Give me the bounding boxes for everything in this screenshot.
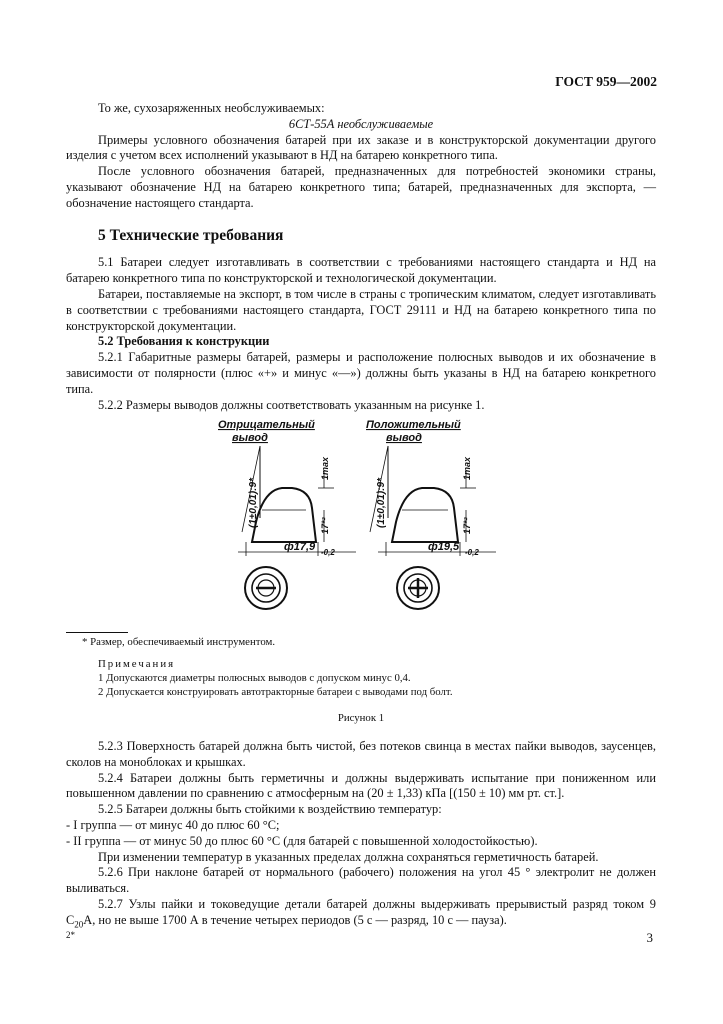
body-text-top xyxy=(66,101,656,413)
list-item: - II группа — от минус 50 до плюс 60 °С (для батарей с повышенной холодостойкостью). xyxy=(66,833,538,848)
paragraph: 5.2.5 Батареи должны быть стойкими к воздействию температур: xyxy=(98,802,442,817)
footnote-rule xyxy=(66,632,128,633)
left-diameter-tolerance: -0,2 xyxy=(321,548,335,557)
paragraph: 5.2.2 Размеры выводов должны соответствовать указанным на рисунке 1. xyxy=(98,397,485,412)
negative-terminal-drawing xyxy=(218,419,356,609)
right-diameter-tolerance: -0,2 xyxy=(465,548,479,557)
subsection-heading: 5.2 Требования к конструкции xyxy=(98,334,270,349)
right-height-label: 17*² xyxy=(462,517,472,534)
paragraph: 5.2.3 Поверхность батарей должна быть чистой, без потеков свинца в местах пайки выводов, заусенцев, сколов на моноблоках и крышках. xyxy=(66,739,656,769)
terminal-figure xyxy=(66,410,656,630)
paragraph: После условного обозначения батарей, предназначенных для потребностей экономики страны, указывают обозначение НД на батарею конкретного типа; батарей, предназначенных для экспорта, — обозначение настоящего стандарта. xyxy=(66,164,656,210)
right-title-line1: Положительный xyxy=(366,419,461,431)
right-diameter-label: ф19,5 xyxy=(428,541,460,553)
paragraph: 5.1 Батареи следует изготавливать в соответствии с требованиями настоящего стандарта и НД на батарею конкретного типа по конструкторской и технологической документации. xyxy=(66,255,656,286)
left-title-line2: вывод xyxy=(232,432,268,444)
left-diameter-label: ф17,9 xyxy=(284,541,316,553)
right-taper-label: (1±0,01):9* xyxy=(376,478,387,528)
notes-title: Примечания xyxy=(98,658,176,670)
note-item: 2 Допускается конструировать автотракторные батареи с выводами под болт. xyxy=(98,686,453,698)
note-item: 1 Допускаются диаметры полюсных выводов с допуском минус 0,4. xyxy=(98,672,411,684)
paragraph: Примеры условного обозначения батарей при их заказе и в конструкторской документации другого изделия с учетом всех исполнений указывают в НД на батарею конкретного типа. xyxy=(66,132,656,163)
list-item: - I группа — от минус 40 до плюс 60 °С; xyxy=(66,817,280,832)
para-527-start: 5.2.7 Узлы пайки и токоведущие детали батарей должны выдерживать прерывистый разряд током 9 С xyxy=(66,896,656,927)
paragraph-527 xyxy=(66,897,656,933)
right-max-label: 1max xyxy=(462,456,472,480)
para-527-subscript: 20 xyxy=(74,919,84,930)
left-taper-label: (1±0,01):9* xyxy=(248,478,259,528)
body-text-bottom xyxy=(66,739,656,933)
section-heading: 5 Технические требования xyxy=(98,226,284,244)
left-height-label: 17*² xyxy=(320,517,330,534)
paragraph: Батареи, поставляемые на экспорт, в том числе в страны с тропическим климатом, следует изготавливать в соответствии с требованиями настоящего стандарта, ГОСТ 29111 и НД на батарею конкретного типа по конструкторской документации. xyxy=(66,286,656,333)
paragraph: То же, сухозаряженных необслуживаемых: xyxy=(98,101,325,115)
figure-caption: Рисунок 1 xyxy=(337,712,385,724)
paragraph: 5.2.6 При наклоне батарей от нормального (рабочего) положения на угол 45 ° электролит не должен выливаться. xyxy=(66,865,656,896)
paragraph: 5.2.1 Габаритные размеры батарей, размеры и расположение полюсных выводов и их обозначение в зависимости от полярности (плюс «+» и минус «—») должны быть указаны в НД на батарею конкретного типа. xyxy=(66,350,656,396)
para-527-end: А, но не выше 1700 А в течение четырех периодов (5 с — разряд, 10 с — пауза). xyxy=(83,912,507,927)
left-title-line1: Отрицательный xyxy=(218,419,315,431)
positive-terminal-drawing xyxy=(366,419,496,609)
right-title-line2: вывод xyxy=(386,432,422,444)
sheet-mark: 2* xyxy=(66,930,75,940)
footnote: * Размер, обеспечиваемый инструментом. xyxy=(82,636,276,648)
figure-notes xyxy=(66,632,656,725)
page-number: 3 xyxy=(646,930,653,945)
paragraph: 5.2.4 Батареи должны быть герметичны и должны выдерживать испытание при пониженном или повышенном давлении по сравнению с атмосферным на (20 ± 1,33) кПа [(150 ± 10) мм рт. ст.]. xyxy=(66,770,656,801)
paragraph: При изменении температур в указанных пределах должна сохраняться герметичность батарей. xyxy=(98,849,599,864)
designation-example: 6СТ-55А необслуживаемые xyxy=(288,116,434,131)
standard-header: ГОСТ 959—2002 xyxy=(555,74,657,89)
left-max-label: 1max xyxy=(320,456,330,480)
